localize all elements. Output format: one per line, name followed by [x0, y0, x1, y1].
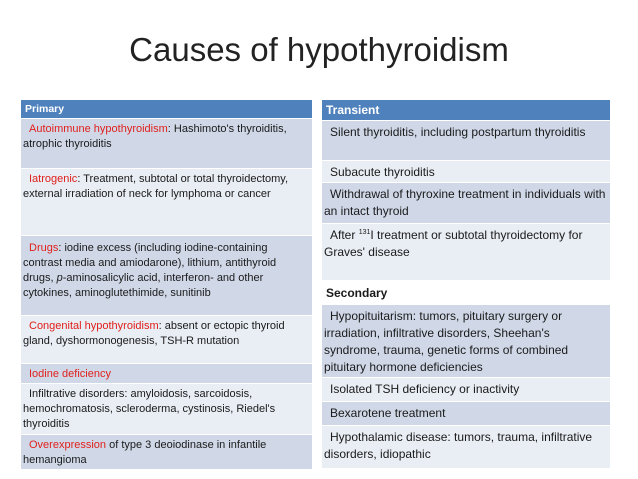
isotope-superscript: 131: [358, 229, 371, 236]
transient-header: Transient: [322, 100, 610, 121]
transient-row: [322, 161, 610, 183]
row-text: : iodine excess (including iodine-containing contrast media and amiodarone), lithium, antithyroid drugs,: [23, 242, 277, 284]
secondary-header: Secondary: [322, 281, 610, 305]
row-highlight: Iatrogenic: [29, 173, 78, 185]
row-text: of type 3 deoiodinase in infantile hemangioma: [23, 439, 267, 466]
slide-title: Causes of hypothyroidism: [129, 31, 509, 68]
primary-row-iodine: [21, 364, 312, 384]
row-text: Bexarotene treatment: [330, 406, 446, 420]
primary-row-autoimmune: [21, 119, 312, 169]
row-text: Hypothalamic disease: tumors, trauma, infiltrative disorders, idiopathic: [324, 430, 593, 461]
row-text: I treatment or subtotal thyroidectomy for Graves' disease: [324, 228, 583, 259]
row-text: After: [330, 228, 359, 242]
row-text: -aminosalicylic acid, interferon- and other cytokines, aminoglutethimide, sunitinib: [23, 272, 264, 299]
primary-row-deiodinase: [21, 435, 312, 470]
transient-row-radioiodine: [322, 224, 610, 281]
row-italic: p: [56, 272, 63, 284]
row-highlight: Iodine deficiency: [29, 368, 111, 380]
secondary-row: [322, 426, 610, 469]
transient-row: [322, 183, 610, 224]
row-text: : absent or ectopic thyroid gland, dyshormonogenesis, TSH-R mutation: [23, 320, 285, 347]
primary-row-infiltrative: [21, 384, 312, 435]
primary-row-iatrogenic: [21, 169, 312, 236]
row-highlight: Autoimmune hypothyroidism: [29, 123, 168, 135]
primary-header: Primary: [21, 100, 312, 119]
row-text: Withdrawal of thyroxine treatment in individuals with an intact thyroid: [324, 187, 606, 218]
transient-row: [322, 121, 610, 161]
row-highlight: Congenital hypothyroidism: [29, 320, 159, 332]
primary-row-congenital: [21, 316, 312, 364]
row-text: Infiltrative disorders: amyloidosis, sarcoidosis, hemochromatosis, scleroderma, cystinosis, Riedel's thyroiditis: [23, 388, 276, 430]
secondary-row: [322, 402, 610, 426]
transient-secondary-table: [322, 100, 610, 469]
row-highlight: Overexpression: [29, 439, 107, 451]
row-text: Isolated TSH deficiency or inactivity: [330, 382, 520, 396]
primary-row-drugs: [21, 236, 312, 316]
primary-causes-table: [21, 100, 312, 470]
row-text: : Hashimoto's thyroiditis, atrophic thyroiditis: [23, 123, 287, 150]
row-text: Silent thyroiditis, including postpartum thyroiditis: [330, 125, 586, 139]
row-text: Hypopituitarism: tumors, pituitary surgery or irradiation, infiltrative disorders, Sheehan's syndrome, trauma, genetic forms of combined pituitary hormone deficiencies: [324, 309, 569, 374]
row-text: : Treatment, subtotal or total thyroidectomy, external irradiation of neck for lymphoma or cancer: [23, 173, 289, 200]
row-highlight: Drugs: [29, 242, 59, 254]
secondary-row: [322, 378, 610, 402]
row-text: Subacute thyroiditis: [330, 165, 435, 179]
secondary-row: [322, 305, 610, 378]
